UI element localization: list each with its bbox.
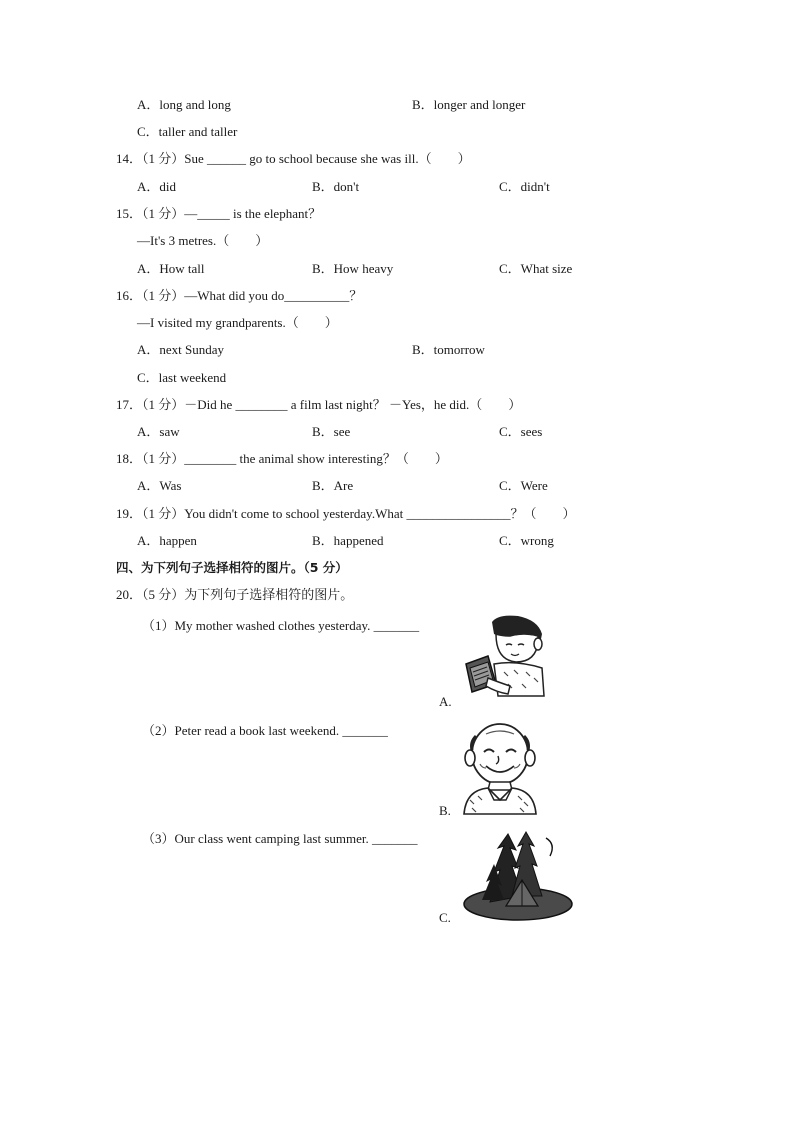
q13-option-b: B．longer and longer xyxy=(412,97,526,112)
q19-option-a: A．happen xyxy=(137,533,197,548)
q18-option-a: A．Was xyxy=(137,478,182,493)
q16-option-b: B．tomorrow xyxy=(412,342,485,357)
q19-stem: 19．（1 分）You didn't come to school yesterday.What ________________？（ ） xyxy=(116,506,576,521)
q14-option-a: A．did xyxy=(137,179,177,194)
q16-stem: 16．（1 分）—What did you do__________？ xyxy=(116,288,363,303)
q13-option-a: A．long and long xyxy=(137,97,231,112)
q14-option-c: C．didn't xyxy=(499,179,550,194)
q18-option-c: C．Were xyxy=(499,478,548,493)
q15-stem: 15．（1 分）—_____ is the elephant？ xyxy=(116,206,322,221)
q20-item-1: （1）My mother washed clothes yesterday. _______ xyxy=(142,618,420,633)
q13-option-c: C．taller and taller xyxy=(137,124,238,139)
q14-option-b: B．don't xyxy=(312,179,360,194)
q20-stem: 20．（5 分）为下列句子选择相符的图片。 xyxy=(116,587,354,602)
q17-option-a: A．saw xyxy=(137,424,180,439)
section-4-heading: 四、为下列句子选择相符的图片。（5 分） xyxy=(116,560,348,575)
q15-option-c: C．What size xyxy=(499,261,573,276)
q19-option-b: B．happened xyxy=(312,533,384,548)
q15-reply: —It's 3 metres.（ ） xyxy=(137,233,269,248)
q20-item-2: （2）Peter read a book last weekend. _______ xyxy=(142,723,388,738)
smiling-grandfather-icon xyxy=(458,720,542,814)
q16-reply: —I visited my grandparents.（ ） xyxy=(137,315,338,330)
q16-option-c: C．last weekend xyxy=(137,370,227,385)
q14-stem: 14．（1 分）Sue ______ go to school because she was ill.（ ） xyxy=(116,151,471,166)
q17-option-c: C．sees xyxy=(499,424,543,439)
q17-stem: 17．（1 分）－Did he ________ a film last night？ －Yes，he did.（ ） xyxy=(116,397,522,412)
q20-item-3: （3）Our class went camping last summer. _______ xyxy=(142,831,418,846)
picture-c-label: C. xyxy=(439,910,451,925)
boy-reading-book-icon xyxy=(458,612,548,702)
q18-stem: 18．（1 分）________ the animal show interesting？（ ） xyxy=(116,451,448,466)
q18-option-b: B．Are xyxy=(312,478,354,493)
camping-trees-moon-icon xyxy=(460,830,576,922)
q15-option-a: A．How tall xyxy=(137,261,205,276)
q16-option-a: A．next Sunday xyxy=(137,342,225,357)
q19-option-c: C．wrong xyxy=(499,533,554,548)
q17-option-b: B．see xyxy=(312,424,351,439)
q15-option-b: B．How heavy xyxy=(312,261,394,276)
picture-b-label: B. xyxy=(439,803,451,818)
picture-a-label: A. xyxy=(439,694,452,709)
